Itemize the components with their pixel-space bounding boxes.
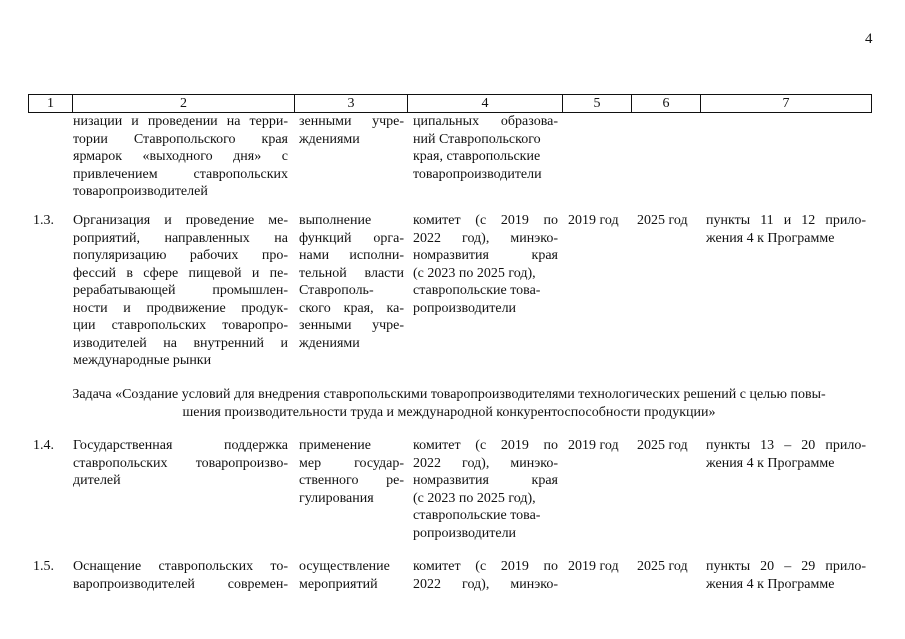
row-start-date: 2019 год [568,213,619,228]
continuation-col2: низации и проведении на терри- тории Ставропольского края ярмарок «выходного дня» с привлечением ставропольских товаропроизводителей [73,114,288,199]
row-reference: пункты 11 и 12 прило- жения 4 к Программе [706,213,866,246]
row-number: 1.5. [33,559,54,574]
row-end-date: 2025 год [637,213,688,228]
column-header-6: 6 [632,95,701,113]
row-mechanism: применение мер государ- ственного ре- гулирования [299,438,404,506]
column-header-2: 2 [73,95,295,113]
row-executor: комитет (с 2019 по 2022 год), минэко- номразвития края (с 2023 по 2025 год), ставропольские това- ропроизводители [413,438,558,541]
row-reference: пункты 20 – 29 прило- жения 4 к Программе [706,559,866,592]
row-title: Организация и проведение ме- роприятий, направленных на популяризацию рабочих про- фессий в сфере пищевой и пе- рерабатывающей промышлен- ности и продвижение продук- ции ставропольских товаропро- изводителей на внутренний и международные рынки [73,213,288,368]
row-end-date: 2025 год [637,438,688,453]
row-number: 1.3. [33,213,54,228]
table-header-row [28,94,872,113]
continuation-col3: зенными учре- ждениями [299,114,404,147]
row-title: Государственная поддержка ставропольских товаропроизво- дителей [73,438,288,488]
column-header-3: 3 [295,95,408,113]
row-start-date: 2019 год [568,559,619,574]
row-reference: пункты 13 – 20 прило- жения 4 к Программе [706,438,866,471]
row-number: 1.4. [33,438,54,453]
page-number: 4 [865,31,873,47]
task-heading: Задача «Создание условий для внедрения ставропольскими товаропроизводителями технологических решений с целью повы- шения производительности труда и международной конкурентоспособности продукции» [72,387,826,420]
continuation-col4: ципальных образова- ний Ставропольского края, ставропольские товаропроизводители [413,114,558,182]
row-mechanism: осуществление мероприятий [299,559,390,592]
row-executor: комитет (с 2019 по 2022 год), минэко- [413,559,558,592]
column-header-4: 4 [408,95,563,113]
row-mechanism: выполнение функций орга- нами исполни- тельной власти Ставрополь- ского края, ка- зенными учре- ждениями [299,213,404,351]
row-start-date: 2019 год [568,438,619,453]
row-title: Оснащение ставропольских то- варопроизводителей современ- [73,559,288,592]
row-executor: комитет (с 2019 по 2022 год), минэко- номразвития края (с 2023 по 2025 год), ставропольские това- ропроизводители [413,213,558,316]
column-header-1: 1 [29,95,73,113]
column-header-7: 7 [701,95,872,113]
column-header-5: 5 [563,95,632,113]
row-end-date: 2025 год [637,559,688,574]
